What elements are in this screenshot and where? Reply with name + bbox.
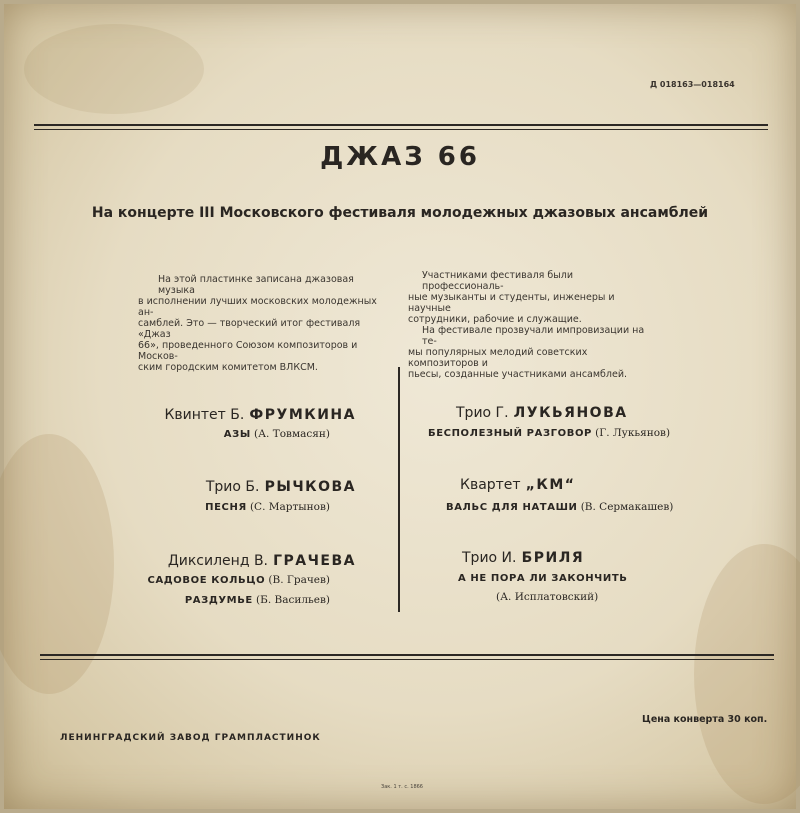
- ensemble-heading: [168, 550, 356, 569]
- track: [205, 501, 330, 513]
- intro-right-line: Участниками фестиваля были профессиональ-: [422, 270, 574, 292]
- ensemble-lead: Трио И.: [462, 550, 517, 566]
- album-title: ДЖАЗ 66: [320, 142, 480, 172]
- intro-right-line: мы популярных мелодий советских композиторов и: [408, 347, 588, 369]
- track: [224, 428, 330, 440]
- track-title: А НЕ ПОРА ЛИ ЗАКОНЧИТЬ: [458, 573, 628, 584]
- track-credit: (С. Мартынов): [249, 501, 330, 513]
- ensemble-heading: [164, 404, 356, 423]
- track: [496, 591, 598, 603]
- ensemble-lead: Квинтет Б.: [164, 407, 245, 423]
- intro-right-line: пьесы, созданные участниками ансамблей.: [408, 369, 628, 380]
- sleeve-price: Цена конверта 30 коп.: [642, 714, 768, 725]
- track: [458, 572, 627, 584]
- catalog-number: Д 018163—018164: [650, 80, 735, 89]
- ensemble-lead: Трио Г.: [456, 405, 509, 421]
- ensemble-heading: [462, 547, 584, 566]
- ensemble-heading: [456, 402, 628, 421]
- top-rule-thin: [34, 129, 768, 130]
- track-credit: (Г. Лукьянов): [595, 427, 671, 439]
- ensemble-name: РЫЧКОВА: [264, 479, 356, 495]
- intro-left-line: 66», проведенного Союзом композиторов и Москов-: [138, 340, 358, 362]
- track-title: РАЗДУМЬЕ: [184, 595, 253, 606]
- ensemble-name: ФРУМКИНА: [249, 407, 356, 423]
- ensemble-lead: Диксиленд В.: [167, 553, 268, 569]
- track-title: САДОВОЕ КОЛЬЦО: [147, 575, 266, 586]
- track-title: ВАЛЬС ДЛЯ НАТАШИ: [446, 502, 578, 513]
- track-title: БЕСПОЛЕЗНЫЙ РАЗГОВОР: [428, 428, 592, 439]
- bottom-rule: [40, 654, 774, 656]
- track-credit: (В. Грачев): [268, 574, 330, 586]
- track-title: АЗЫ: [223, 429, 251, 440]
- ensemble-name: ЛУКЬЯНОВА: [513, 405, 628, 421]
- intro-right: [408, 270, 656, 380]
- intro-right-line: ные музыканты и студенты, инженеры и научные: [408, 292, 615, 314]
- intro-right-line: сотрудники, рабочие и служащие.: [408, 314, 582, 325]
- track: [446, 501, 673, 513]
- intro-left: [138, 274, 386, 373]
- intro-right-line: На фестивале прозвучали импровизации на те-: [422, 325, 645, 347]
- track: [148, 574, 330, 586]
- print-note: Зак. 1 т. с. 1866: [381, 784, 423, 790]
- intro-left-line: самблей. Это — творческий итог фестиваля «Джаз: [138, 318, 361, 340]
- album-subtitle: На концерте III Московского фестиваля молодежных джазовых ансамблей: [91, 205, 709, 221]
- ensemble-name: ГРАЧЕВА: [273, 553, 356, 569]
- intro-left-line: ским городским комитетом ВЛКСМ.: [138, 362, 318, 373]
- ensemble-name: БРИЛЯ: [521, 550, 585, 566]
- track-credit: (А. Исплатовский): [496, 591, 599, 603]
- ensemble-lead: Трио Б.: [205, 479, 260, 495]
- track: [428, 427, 670, 439]
- ensemble-heading: [206, 476, 356, 495]
- track-credit: (А. Товмасян): [254, 428, 330, 440]
- ensemble-heading: [460, 474, 575, 493]
- center-divider: [398, 367, 400, 612]
- intro-left-line: На этой пластинке записана джазовая музыка: [158, 274, 354, 296]
- track: [185, 594, 330, 606]
- bottom-rule-thin: [40, 659, 774, 660]
- manufacturer: ЛЕНИНГРАДСКИЙ ЗАВОД ГРАМПЛАСТИНОК: [60, 733, 321, 743]
- track-credit: (Б. Васильев): [256, 594, 330, 606]
- track-credit: (В. Сермакашев): [580, 501, 674, 513]
- intro-left-line: в исполнении лучших московских молодежных ан-: [138, 296, 377, 318]
- ensemble-lead: Квартет: [460, 477, 521, 493]
- top-rule: [34, 124, 768, 126]
- ensemble-name: „КМ“: [525, 477, 576, 493]
- track-title: ПЕСНЯ: [205, 502, 247, 513]
